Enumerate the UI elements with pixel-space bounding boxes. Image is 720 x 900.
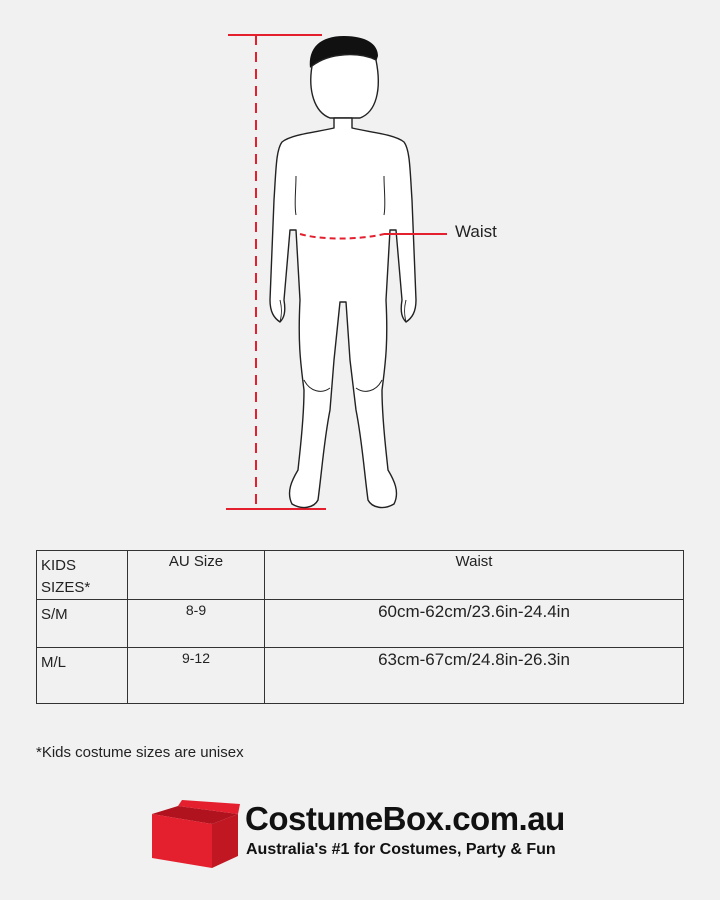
- brand-tagline: Australia's #1 for Costumes, Party & Fun: [246, 841, 556, 858]
- size-chart-table: [36, 550, 684, 704]
- unisex-footnote: *Kids costume sizes are unisex: [36, 744, 244, 761]
- au-size-cell: 8-9: [128, 600, 265, 648]
- table-header-row: [37, 551, 684, 600]
- size-cell: S/M: [37, 600, 128, 648]
- header-waist: Waist: [265, 551, 684, 600]
- table-row: [37, 648, 684, 704]
- waist-label: Waist: [455, 222, 497, 241]
- waist-cell: 63cm-67cm/24.8in-26.3in: [265, 648, 684, 704]
- table-row: [37, 600, 684, 648]
- size-cell: M/L: [37, 648, 128, 704]
- box-icon: [152, 800, 240, 868]
- brand-name: CostumeBox.com.au: [245, 800, 565, 837]
- header-au-size: AU Size: [128, 551, 265, 600]
- body-outline: [270, 55, 416, 508]
- au-size-cell: 9-12: [128, 648, 265, 704]
- waist-cell: 60cm-62cm/23.6in-24.4in: [265, 600, 684, 648]
- header-kids-sizes: KIDS SIZES*: [37, 551, 128, 600]
